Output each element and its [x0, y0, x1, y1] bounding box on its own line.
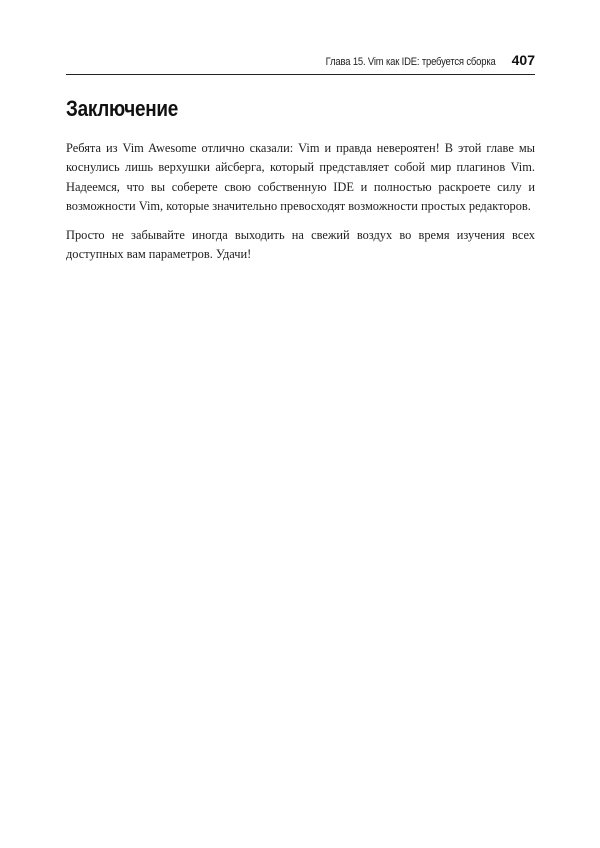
paragraph-1: Ребята из Vim Awesome отлично сказали: Vim и правда невероятен! В этой главе мы коснулись лишь верхушки айсберга, который представляет собой мир плагинов Vim. Надеемся, что вы соберете свою собственную IDE и полностью раскроете силу и возможности Vim, которые значительно превосходят возможности простых редакторов. — [66, 141, 535, 214]
body-text — [66, 139, 535, 273]
section-heading: Заключение — [66, 96, 179, 121]
page-number: 407 — [511, 52, 535, 68]
paragraph-2: Просто не забывайте иногда выходить на свежий воздух во время изучения всех доступных вам параметров. Удачи! — [66, 227, 535, 262]
chapter-title: Глава 15. Vim как IDE: требуется сборка — [325, 56, 496, 68]
running-header — [66, 52, 535, 75]
